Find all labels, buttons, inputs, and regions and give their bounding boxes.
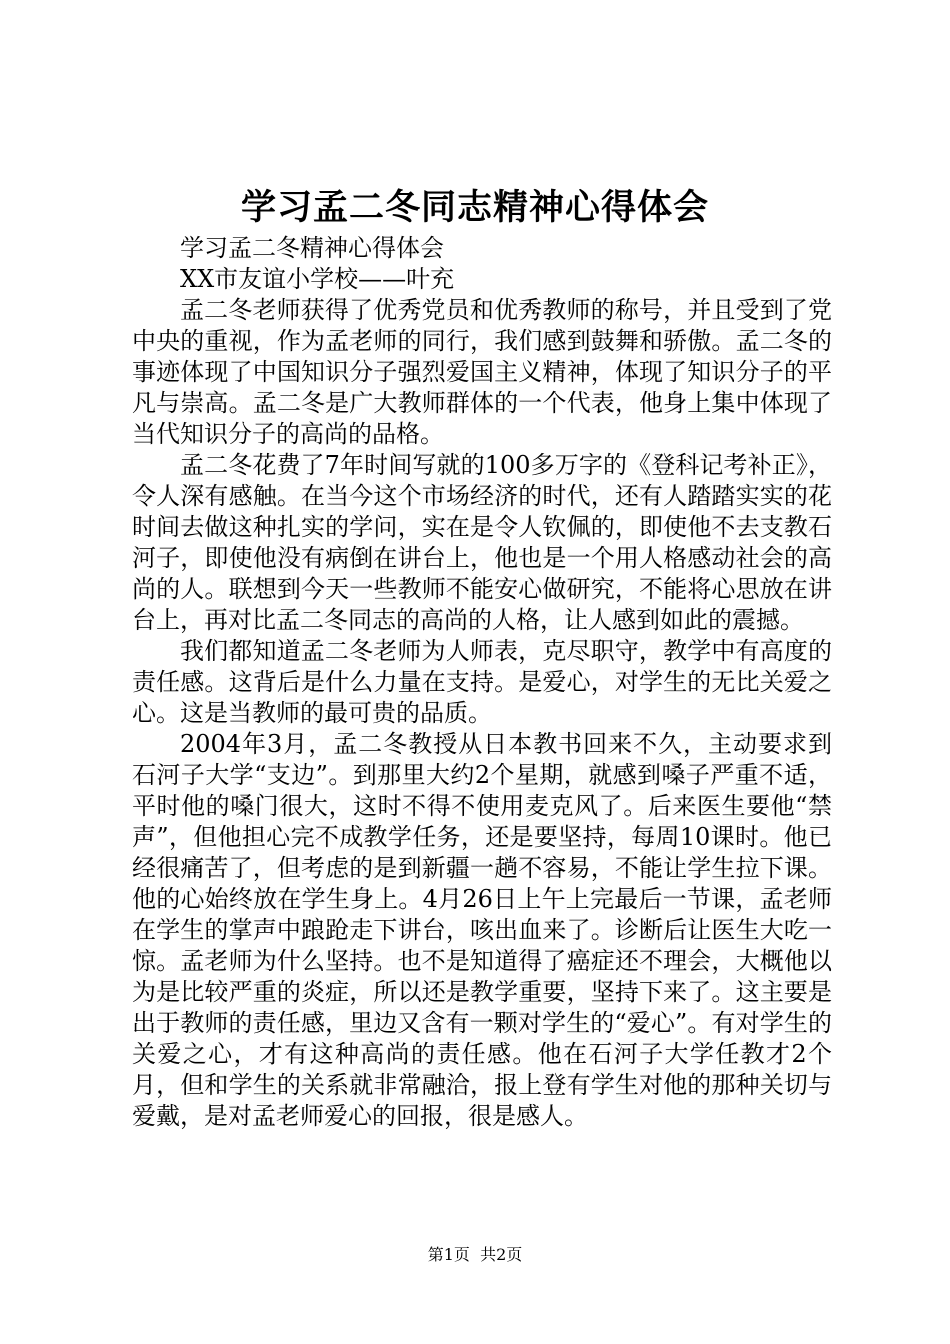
document-body <box>132 233 832 1132</box>
paragraph-2: 孟二冬花费了7年时间写就的100多万字的《登科记考补正》，令人深有感触。在当今这个市场经济的时代，还有人踏踏实实的花时间去做这种扎实的学问，实在是令人钦佩的，即使他不去支教石河子，即使他没有病倒在讲台上，他也是一个用人格感动社会的高尚的人。联想到今天一些教师不能安心做研究，不能将心思放在讲台上，再对比孟二冬同志的高尚的人格，让人感到如此的震撼。 <box>132 451 832 634</box>
paragraph-4: 2004年3月，孟二冬教授从日本教书回来不久，主动要求到石河子大学“支边”。到那里大约2个星期，就感到嗓子严重不适，平时他的嗓门很大，这时不得不使用麦克风了。后来医生要他“禁声”，但他担心完不成教学任务，还是要坚持，每周10课时。他已经很痛苦了，但考虑的是到新疆一趟不容易，不能让学生拉下课。他的心始终放在学生身上。4月26日上午上完最后一节课，孟老师在学生的掌声中踉跄走下讲台，咳出血来了。诊断后让医生大吃一惊。孟老师为什么坚持。也不是知道得了癌症还不理会，大概他以为是比较严重的炎症，所以还是教学重要，坚持下来了。这主要是出于教师的责任感，里边又含有一颗对学生的“爱心”。有对学生的关爱之心，才有这种高尚的责任感。他在石河子大学任教才2个月，但和学生的关系就非常融洽，报上登有学生对他的那种关切与爱戴，是对孟老师爱心的回报，很是感人。 <box>132 730 832 1130</box>
page-total: 共2页 <box>480 1245 523 1264</box>
paragraph-1: 孟二冬老师获得了优秀党员和优秀教师的称号，并且受到了党中央的重视，作为孟老师的同行，我们感到鼓舞和骄傲。孟二冬的事迹体现了中国知识分子强烈爱国主义精神，体现了知识分子的平凡与崇高。孟二冬是广大教师群体的一个代表，他身上集中体现了当代知识分子的高尚的品格。 <box>132 296 832 448</box>
author-line: XX市友谊小学校——叶充 <box>180 265 455 293</box>
subtitle-line: 学习孟二冬精神心得体会 <box>180 234 444 262</box>
page-footer <box>0 1245 950 1265</box>
document-title: 学习孟二冬同志精神心得体会 <box>240 188 709 228</box>
footer-gap <box>470 1245 480 1264</box>
paragraph-3: 我们都知道孟二冬老师为人师表，克尽职守，教学中有高度的责任感。这背后是什么力量在支持。是爱心，对学生的无比关爱之心。这是当教师的最可贵的品质。 <box>132 637 832 727</box>
page-number: 第1页 <box>427 1245 470 1264</box>
